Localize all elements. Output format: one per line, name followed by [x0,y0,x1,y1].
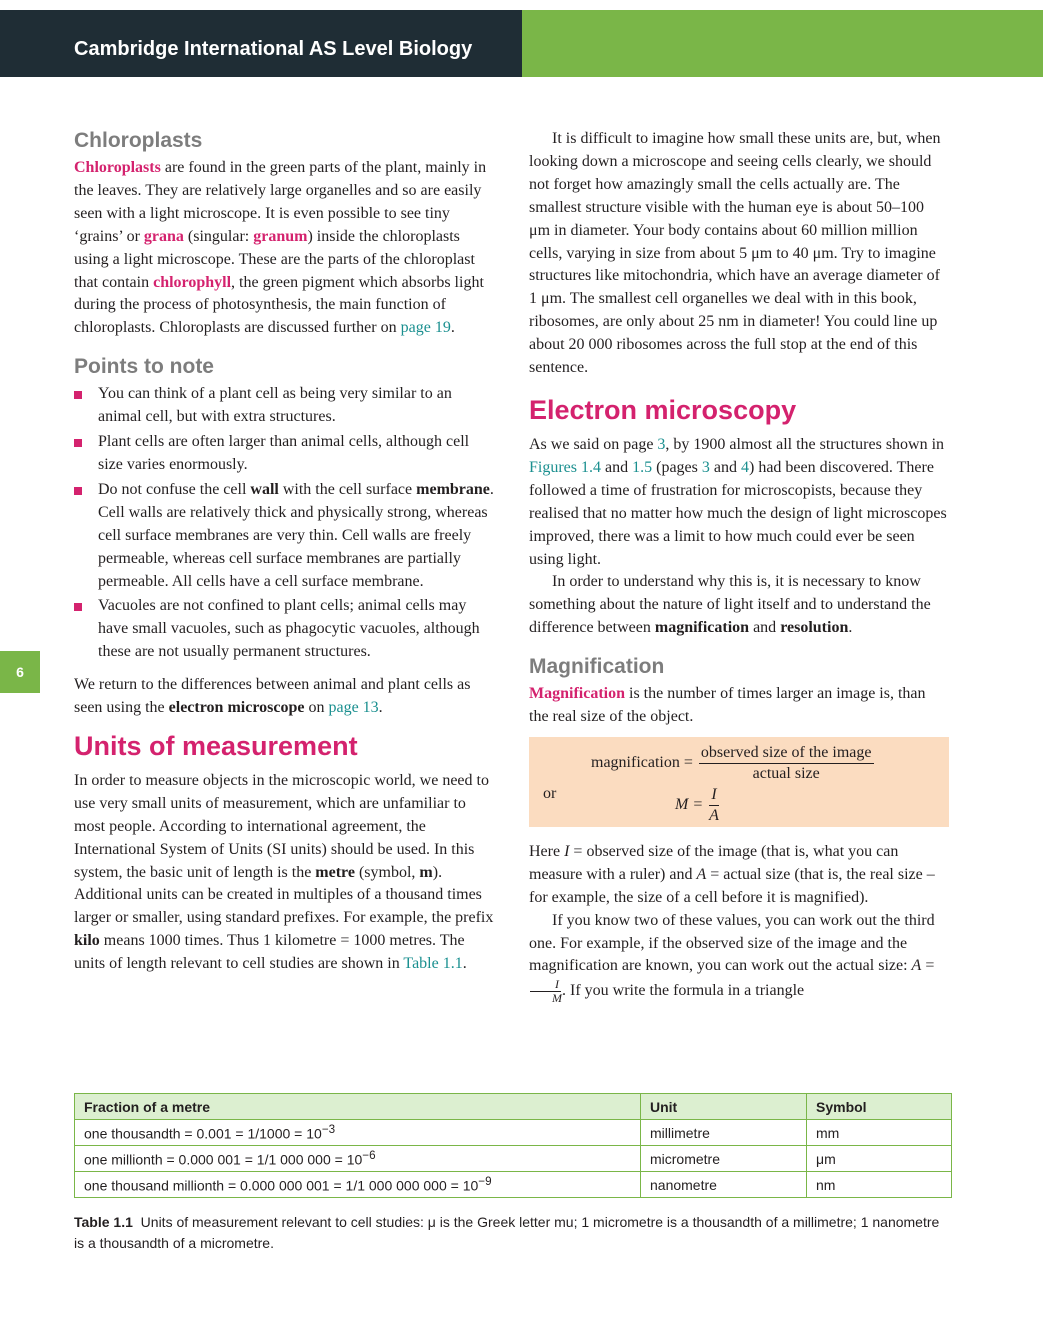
symbol-cell: nm [807,1172,952,1198]
em-paragraph-2: In order to understand why this is, it is necessary to know something about the nature of light itself and to understand the difference between magnification and resolution. [529,573,931,637]
page-4-link[interactable]: 4 [740,458,749,476]
magnification-formula: magnification = $\frac{\text{observed size of the image}}{\text{actual size}}$ [591,743,872,782]
here-paragraph: Here I = observed size of the image (that is, what you can measure with a ruler) and A = actual size (that is, the real size – for example, the size of a cell before it is magnified). [529,842,935,906]
header-unit: Unit [641,1094,807,1120]
electron-microscopy-heading: Electron microscopy [529,394,797,425]
em-paragraph-1: As we said on page 3, by 1900 almost all the structures shown in Figures 1.4 and 1.5 (pages 3 and 4) had been discovered. There followed a time of frustration for microscopists, because they realised that no matter how much the design of light microscopes improved, there was a limit to how much could ever be seen using light. [529,435,947,568]
list-item: You can think of a plant cell as being very similar to an animal cell, but with extra structures. [74,383,494,429]
term-m: m [419,863,433,881]
fraction-cell: one thousand millionth = 0.000 000 001 = 1/1 000 000 $000 = 10^{-9}$ [75,1172,641,1198]
term-resolution: resolution [780,619,849,637]
header-green-band [522,10,1043,77]
list-item: Do not confuse the cell wall with the cell surface membrane. Cell walls are relatively thick and physically strong, whereas cell surface membranes are very thin. Cell walls are freely permeable, whereas cell surface membranes are partially permeable. All cells have a cell surface membrane. [74,479,494,594]
term-kilo: kilo [74,932,100,950]
formula-or: or [543,784,557,802]
list-item: Vacuoles are not confined to plant cells; animal cells may have small vacuoles, such as phagocytic vacuoles, although these are not usually permanent structures. [74,595,494,664]
term-magnification: magnification [654,619,750,637]
points-list [74,383,494,664]
term-electron-microscope: electron microscope [168,699,305,717]
know-paragraph: If you know two of these values, you can work out the third one. For example, if the observed size of the image and the magnification are known, you can work out the actual size: A = $\frac{I}{M}$ . If you write the formula in a triangle [529,911,935,1006]
table-row [75,1146,952,1172]
book-title: Cambridge International AS Level Biology [74,38,473,60]
chloroplasts-heading: Chloroplasts [74,129,203,152]
left-column [74,128,494,976]
page-header [0,10,1043,77]
term-grana: grana [143,227,184,245]
unit-cell: nanometre [641,1172,807,1198]
figure-1-5-link[interactable]: 1.5 [632,458,653,476]
term-metre: metre [315,863,355,881]
term-granum: granum [253,227,308,245]
term-chloroplasts: Chloroplasts [74,159,161,176]
figures-1-4-link[interactable]: Figures 1.4 [529,458,601,476]
symbol-cell: mm [807,1120,952,1146]
magnification-paragraph: Magnification is the number of times larger an image is, than the real size of the object. [529,685,926,726]
magnification-heading: Magnification [529,655,665,679]
units-paragraph: In order to measure objects in the microscopic world, we need to use very small units of measurement, which are unfamiliar to most people. According to international agreement, the International System of Units (SI units) should be used. In this system, the basic unit of length is the metre (symbol, m). Additional units can be created in multiples of a thousand times larger or smaller, using standard prefixes. For example, the prefix kilo means 1000 times. Thus 1 kilometre = 1000 metres. The units of length relevant to cell studies are shown in Table 1.1. [74,771,494,973]
units-table [74,1093,952,1198]
page-13-link[interactable]: page 13 [328,699,379,717]
caption-label: Table 1.1 [74,1214,133,1230]
unit-cell: millimetre [641,1120,807,1146]
page-3-link[interactable]: 3 [701,458,710,476]
formula-numerator: observed size of the image [699,743,874,764]
right-column [529,128,949,1005]
formula-box [529,737,949,827]
fraction-cell: one thousandth = $0.001 = 1/1000 = 10^{-3}$ [75,1120,641,1146]
fraction-cell: one millionth = 0.000 001 = 1/1 000 $000 = 10^{-6}$ [75,1146,641,1172]
table-row [75,1172,952,1198]
unit-cell: micrometre [641,1146,807,1172]
term-magnification-def: Magnification [529,685,625,703]
page-19-link[interactable]: page 19 [400,319,451,337]
caption-text: Units of measurement relevant to cell studies: μ is the Greek letter mu; 1 micrometre is a thousandth of a millimetre; 1 nanometre is a thousandth of a micrometre. [74,1214,940,1251]
term-wall: wall [250,480,279,498]
table-header-row [75,1094,952,1120]
header-symbol: Symbol [807,1094,952,1120]
page-3-link[interactable]: 3 [657,435,666,453]
units-heading: Units of measurement [74,730,358,761]
term-membrane: membrane [416,480,490,498]
table-row [75,1120,952,1146]
symbolic-formula: M = $\frac{I}{A}$ [675,785,719,824]
points-heading: Points to note [74,355,214,379]
symbol-cell: μm [807,1146,952,1172]
header-fraction: Fraction of a metre [75,1094,641,1120]
return-paragraph: We return to the differences between animal and plant cells as seen using the electron microscope on page 13. [74,676,471,717]
page-number-tab: 6 [0,651,40,693]
table-caption [74,1212,944,1254]
list-item: Plant cells are often larger than animal cells, although cell size varies enormously. [74,431,494,477]
formula-denominator: actual size [752,764,820,782]
small-units-paragraph: It is difficult to imagine how small these units are, but, when looking down a microscope and seeing cells clearly, we should not forget how amazingly small the cells actually are. The smallest structure visible with the human eye is about 50–100 μm in diameter. Your body contains about 60 million million cells, varying in size from about 5 μm to 40 μm. Try to imagine structures like mitochondria, which have an average diameter of 1 μm. The smallest cell organelles we deal with in this book, ribosomes, are only about 25 nm in diameter! You could line up about 20 000 ribosomes across the full stop at the end of this sentence. [529,130,941,377]
chloroplasts-paragraph: Chloroplasts are found in the green parts of the plant, mainly in the leaves. They are relatively large organelles and so are easily seen with a light microscope. It is even possible to see tiny ‘grains’ or grana (singular: granum) inside the chloroplasts using a light microscope. These are the parts of the chloroplast that contain chlorophyll, the green pigment which absorbs light during the process of photosynthesis, the main function of chloroplasts. Chloroplasts are discussed further on page 19. [74,159,487,337]
term-chlorophyll: chlorophyll [153,273,232,291]
table-1-1-link[interactable]: Table 1.1 [403,955,463,973]
